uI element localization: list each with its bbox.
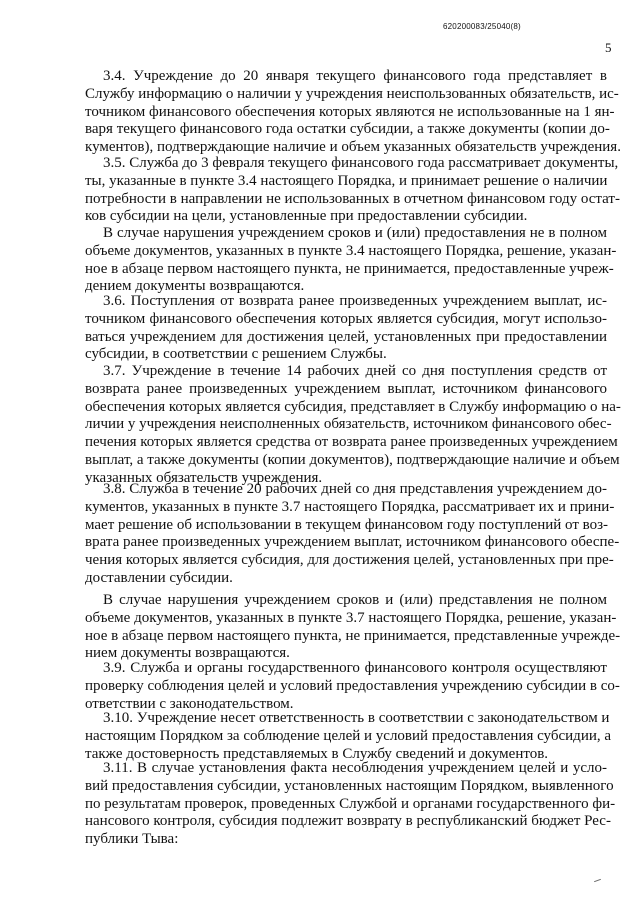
text-line: выплат, а также документы (копии документов), подтверждающие наличие и объем — [85, 452, 620, 468]
text-line: 3.4. Учреждение до 20 января текущего финансового года представляет в — [103, 68, 607, 84]
text-line: 3.7. Учреждение в течение 14 рабочих дней со дня поступления средств от — [103, 363, 607, 379]
text-line: ты, указанные в пункте 3.4 настоящего Порядка, и принимает решение о наличии — [85, 172, 608, 189]
text-line: личии у учреждения неисполненных обязательств, источником финансового обес- — [85, 416, 612, 433]
text-line: ответствии с законодательством. — [85, 695, 294, 712]
text-line: варя текущего финансового года остатки субсидии, а также документы (копии до- — [85, 121, 610, 138]
text-line: дением документы возвращаются. — [85, 278, 305, 295]
text-line: нансового контроля, субсидия подлежит возврату в республиканский бюджет Рес- — [85, 813, 611, 830]
text-line: врата ранее произведенных учреждением выплат, источником финансового обеспе- — [85, 534, 620, 551]
text-line: нием документы возвращаются. — [85, 645, 290, 662]
text-line: потребности в направлении не использованных в отчетном финансовом году остат- — [85, 190, 620, 207]
text-line: указанных обязательств учреждения. — [85, 469, 323, 486]
text-line: настоящим Порядком за соблюдение целей и условий предоставления субсидии, а — [85, 727, 612, 744]
page-number: 5 — [605, 40, 612, 55]
text-line: чения которых является субсидия, для достижения целей, установленных при пре- — [85, 552, 614, 569]
text-line: возврата ранее произведенных учреждением выплат, источником финансового — [85, 380, 607, 397]
text-line: объеме документов, указанных в пункте 3.4 настоящего Порядка, решение, указан- — [85, 242, 617, 259]
text-line: точником финансового обеспечения которых являются не использованные на 1 ян- — [85, 103, 615, 120]
text-line: Службу информацию о наличии у учреждения неиспользованных обязательств, ис- — [85, 85, 619, 102]
text-line: печения которых является средства от возврата ранее произведенных учреждением — [85, 434, 618, 451]
text-line: публики Тыва: — [85, 831, 179, 848]
text-line: ное в абзаце первом настоящего пункта, не принимается, представленные учрежде- — [85, 627, 621, 644]
document-number: 620200083/25040(8) — [443, 22, 521, 31]
text-line: ваться учреждением для достижения целей, установленных при предоставлении — [85, 328, 607, 345]
scan-mark — [594, 879, 601, 882]
text-line: доставлении субсидии. — [85, 570, 233, 586]
text-line: 3.6. Поступления от возврата ранее произведенных учреждением выплат, ис- — [103, 293, 607, 309]
text-line: проверку соблюдения целей и условий предоставления учреждению субсидии в со- — [85, 677, 620, 694]
text-line: вий предоставления субсидии, установленных настоящим Порядком, выявленного — [85, 777, 614, 794]
text-line: точником финансового обеспечения которых является субсидия, могут использо- — [85, 310, 607, 327]
text-line: субсидии, в соответствии с решением Службы. — [85, 346, 387, 363]
text-line: 3.10. Учреждение несет ответственность в соответствии с законодательством и — [103, 710, 610, 726]
text-line: 3.11. В случае установления факта несоблюдения учреждением целей и усло- — [103, 760, 607, 776]
text-line: ное в абзаце первом настоящего пункта, не принимается, предоставленные учреж- — [85, 260, 614, 277]
text-line: 3.5. Служба до 3 февраля текущего финансового года рассматривает документы, — [103, 155, 619, 171]
text-line: также достоверность представляемых в Службу сведений и документов. — [85, 745, 549, 762]
text-line: кументов), подтверждающие наличие и объем указанных обязательств учреждения. — [85, 139, 621, 156]
text-line: по результатам проверок, проведенных Службой и органами государственного фи- — [85, 795, 616, 812]
text-line: 3.9. Служба и органы государственного финансового контроля осуществляют — [103, 660, 607, 676]
text-line: объеме документов, указанных в пункте 3.7 настоящего Порядка, решение, указан- — [85, 609, 617, 626]
text-line: мает решение об использовании в текущем финансовом году поступлений от воз- — [85, 516, 609, 533]
text-line: кументов, указанных в пункте 3.7 настоящего Порядка, рассматривает их и прини- — [85, 498, 615, 515]
text-line: В случае нарушения учреждением сроков и (или) представления не полном — [103, 592, 607, 608]
text-line: ков субсидии на цели, установленные при предоставлении субсидии. — [85, 208, 528, 225]
text-line: 3.8. Служба в течение 20 рабочих дней со дня представления учреждением до- — [103, 481, 607, 497]
text-line: обеспечения которых является субсидия, представляет в Службу информацию о на- — [85, 398, 621, 415]
text-line: В случае нарушения учреждением сроков и (или) предоставления не в полном — [103, 225, 607, 241]
